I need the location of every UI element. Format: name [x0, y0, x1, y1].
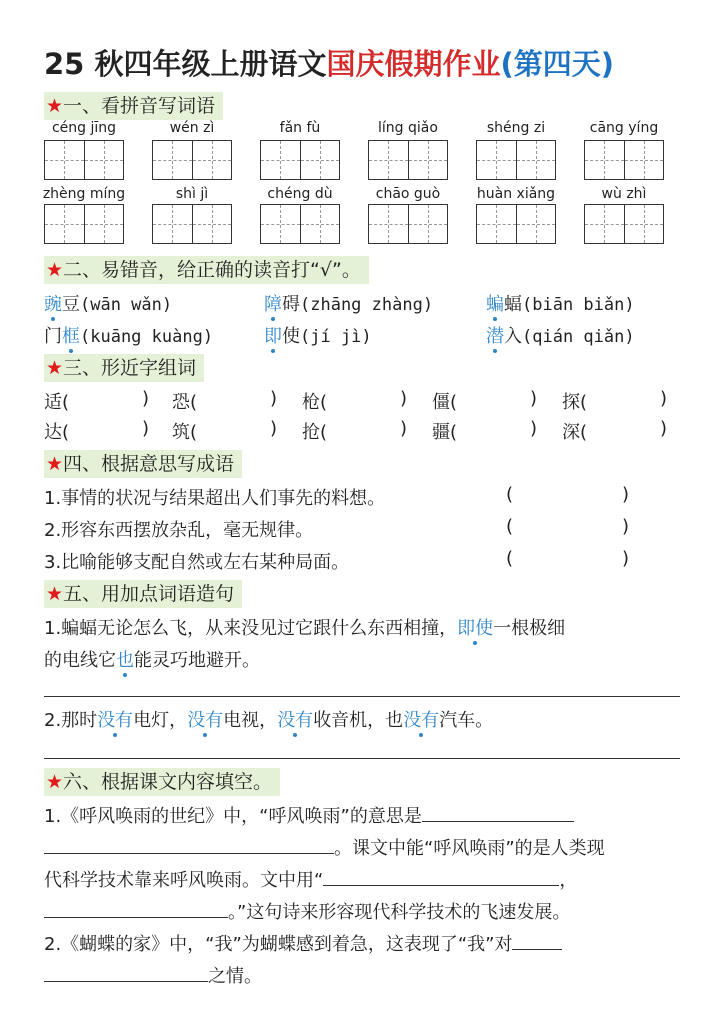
section-1-heading — [44, 92, 223, 120]
writing-grid[interactable] — [152, 204, 232, 244]
star-icon: ★ — [46, 453, 64, 475]
answer-paren-open: ( — [506, 548, 514, 569]
writing-grid[interactable] — [152, 140, 232, 180]
s5-dotted-word: 没有 — [97, 710, 134, 731]
answer-paren-open: ( — [506, 516, 514, 537]
grid-cell[interactable] — [45, 141, 85, 179]
s2-char: 潜 — [486, 326, 504, 347]
star-icon: ★ — [46, 771, 64, 793]
s5-text: 2.那时 — [44, 710, 98, 731]
s3-paren-close: ) — [142, 418, 150, 439]
answer-paren-close: ) — [622, 516, 630, 537]
s5-text: 电视， — [223, 710, 278, 731]
fill-blank[interactable] — [44, 835, 334, 854]
s3-char: 疆( — [432, 422, 458, 443]
s2-item-4 — [44, 322, 213, 348]
star-icon: ★ — [46, 259, 64, 281]
s5-text: 的电线它 — [44, 650, 116, 671]
s5-text: 能灵巧地避开。 — [134, 650, 260, 671]
s6-line-6 — [44, 962, 262, 988]
writing-grid[interactable] — [44, 140, 124, 180]
answer-paren-close: ) — [622, 548, 630, 569]
title-part2: 国庆假期作业 — [326, 47, 501, 81]
s2-pinyin: (zhāng zhàng) — [300, 295, 434, 315]
pinyin-label: shéng zi — [486, 120, 546, 136]
s2-char: 碍 — [282, 294, 300, 315]
pinyin-label: huàn xiǎng — [476, 186, 556, 202]
grid-cell[interactable] — [369, 141, 409, 179]
s4-item-3: 3.比喻能够支配自然或左右某种局面。 — [44, 552, 350, 573]
s5-dotted-word: 也 — [116, 650, 134, 671]
pinyin-label: shì jì — [175, 186, 209, 202]
s5-text: 电灯， — [133, 710, 188, 731]
writing-grid[interactable] — [476, 204, 556, 244]
s5-dotted-word: 没有 — [403, 710, 440, 731]
grid-cell[interactable] — [369, 205, 409, 243]
s3-char: 达( — [44, 422, 70, 443]
fill-blank[interactable] — [44, 899, 228, 918]
fill-blank[interactable] — [323, 867, 559, 886]
pinyin-label: céng jīng — [51, 120, 117, 136]
s5-q2 — [44, 706, 493, 732]
writing-grid[interactable] — [584, 140, 664, 180]
s5-dotted-word: 即使 — [457, 618, 494, 639]
grid-cell[interactable] — [301, 141, 340, 179]
s2-char: 蝠 — [504, 294, 522, 315]
answer-paren-open: ( — [506, 484, 514, 505]
s5-text: 一根极细 — [493, 618, 566, 639]
star-icon: ★ — [46, 95, 64, 117]
s6-line-5 — [44, 930, 562, 956]
s2-item-2 — [264, 290, 433, 316]
s2-pinyin: (kuāng kuàng) — [80, 327, 214, 347]
s3-char: 深( — [562, 422, 588, 443]
s3-char: 探( — [562, 392, 588, 413]
grid-cell[interactable] — [409, 141, 448, 179]
star-icon: ★ — [46, 357, 64, 379]
pinyin-label: zhèng míng — [42, 186, 126, 202]
grid-cell[interactable] — [477, 141, 517, 179]
pinyin-label: wén zì — [169, 120, 215, 136]
s3-char: 筑( — [172, 422, 198, 443]
grid-cell[interactable] — [585, 205, 625, 243]
s3-char: 枪( — [302, 392, 328, 413]
grid-cell[interactable] — [45, 205, 85, 243]
s6-text: 1.《呼风唤雨的世纪》中，“呼风唤雨”的意思是 — [44, 806, 422, 827]
grid-cell[interactable] — [517, 205, 556, 243]
grid-cell[interactable] — [85, 205, 124, 243]
section-6-label: 六、根据课文内容填空。 — [63, 771, 273, 793]
s3-char: 适( — [44, 392, 70, 413]
s3-paren-close: ) — [270, 388, 278, 409]
writing-grid[interactable] — [260, 204, 340, 244]
section-5-label: 五、用加点词语造句 — [63, 583, 235, 605]
grid-cell[interactable] — [477, 205, 517, 243]
s5-q1-line1 — [44, 614, 565, 640]
grid-cell[interactable] — [585, 141, 625, 179]
section-3-heading — [44, 354, 204, 382]
s2-char: 使 — [282, 326, 300, 347]
s3-paren-close: ) — [400, 388, 408, 409]
pinyin-label: chāo guò — [375, 186, 441, 202]
title-part1: 25 秋四年级上册语文 — [44, 47, 327, 81]
s6-text: 。”这句诗来形容现代科学技术的飞速发展。 — [228, 902, 571, 923]
s3-char: 僵( — [432, 392, 458, 413]
s2-char: 入 — [504, 326, 522, 347]
s3-char: 恐( — [172, 392, 198, 413]
s6-text: 之情。 — [208, 966, 262, 987]
grid-cell[interactable] — [261, 205, 301, 243]
pinyin-label: chéng dù — [267, 186, 333, 202]
s3-paren-close: ) — [270, 418, 278, 439]
grid-cell[interactable] — [153, 141, 193, 179]
writing-grid[interactable] — [368, 204, 448, 244]
s2-char: 豌 — [44, 294, 62, 315]
writing-grid[interactable] — [260, 140, 340, 180]
section-2-label: 二、易错音，给正确的读音打“√”。 — [63, 259, 361, 281]
s6-text: 2.《蝴蝶的家》中，“我”为蝴蝶感到着急，这表现了“我”对 — [44, 934, 513, 955]
s2-item-6 — [486, 322, 635, 348]
page-title — [44, 42, 614, 83]
s2-pinyin: (qián qiǎn) — [522, 327, 635, 347]
s2-item-1 — [44, 290, 172, 316]
grid-cell[interactable] — [193, 141, 232, 179]
fill-blank[interactable] — [44, 963, 208, 982]
s6-line-3 — [44, 866, 577, 892]
s5-dotted-word: 没有 — [187, 710, 224, 731]
section-3-label: 三、形近字组词 — [63, 357, 197, 379]
grid-cell[interactable] — [409, 205, 448, 243]
s2-char: 门 — [44, 326, 62, 347]
s6-text: 。课文中能“呼风唤雨”的是人类现 — [334, 838, 605, 859]
s2-char: 蝙 — [486, 294, 504, 315]
writing-grid[interactable] — [44, 204, 124, 244]
grid-cell[interactable] — [625, 205, 664, 243]
s6-line-1 — [44, 802, 574, 828]
writing-grid[interactable] — [476, 140, 556, 180]
s6-text: 代科学技术靠来呼风唤雨。文中用“ — [44, 870, 324, 891]
section-1-label: 一、看拼音写词语 — [63, 95, 216, 117]
section-6-heading — [44, 768, 280, 796]
s6-line-2 — [44, 834, 605, 860]
s6-line-4 — [44, 898, 570, 924]
fill-blank[interactable] — [422, 803, 574, 822]
s6-text: ， — [559, 870, 578, 891]
grid-cell[interactable] — [153, 205, 193, 243]
grid-cell[interactable] — [517, 141, 556, 179]
grid-cell[interactable] — [261, 141, 301, 179]
s3-char: 抢( — [302, 422, 328, 443]
section-4-label: 四、根据意思写成语 — [63, 453, 235, 475]
s3-paren-close: ) — [400, 418, 408, 439]
section-4-heading — [44, 450, 242, 478]
section-2-heading — [44, 256, 369, 284]
s5-dotted-word: 没有 — [277, 710, 314, 731]
pinyin-label: fǎn fù — [279, 120, 321, 136]
s2-char: 框 — [62, 326, 80, 347]
title-part3: (第四天) — [500, 47, 614, 81]
writing-grid[interactable] — [584, 204, 664, 244]
star-icon: ★ — [46, 583, 64, 605]
grid-cell[interactable] — [301, 205, 340, 243]
s3-paren-close: ) — [142, 388, 150, 409]
s2-item-5 — [264, 322, 372, 348]
s2-pinyin: (wān wǎn) — [80, 295, 173, 315]
s5-text: 汽车。 — [439, 710, 494, 731]
fill-blank[interactable] — [512, 931, 562, 950]
s3-paren-close: ) — [660, 388, 668, 409]
s3-paren-close: ) — [530, 388, 538, 409]
s2-pinyin: (jí jì) — [300, 327, 372, 347]
s2-pinyin: (biān biǎn) — [522, 295, 635, 315]
s3-paren-close: ) — [660, 418, 668, 439]
s2-char: 障 — [264, 294, 282, 315]
answer-paren-close: ) — [622, 484, 630, 505]
s2-char: 豆 — [62, 294, 80, 315]
s4-item-1: 1.事情的状况与结果超出人们事先的料想。 — [44, 488, 386, 509]
answer-line[interactable] — [44, 758, 680, 759]
s5-text: 1.蝙蝠无论怎么飞，从来没见过它跟什么东西相撞， — [44, 618, 458, 639]
s2-item-3 — [486, 290, 635, 316]
s2-char: 即 — [264, 326, 282, 347]
s4-item-2: 2.形容东西摆放杂乱，毫无规律。 — [44, 520, 314, 541]
writing-grid[interactable] — [368, 140, 448, 180]
section-5-heading — [44, 580, 242, 608]
s3-paren-close: ) — [530, 418, 538, 439]
grid-cell[interactable] — [193, 205, 232, 243]
answer-line[interactable] — [44, 696, 680, 697]
grid-cell[interactable] — [85, 141, 124, 179]
s5-text: 收音机，也 — [313, 710, 404, 731]
s5-q1-line2 — [44, 646, 260, 672]
grid-cell[interactable] — [625, 141, 664, 179]
pinyin-label: wù zhì — [601, 186, 647, 202]
pinyin-label: cāng yíng — [589, 120, 659, 136]
pinyin-label: líng qiǎo — [378, 120, 438, 136]
